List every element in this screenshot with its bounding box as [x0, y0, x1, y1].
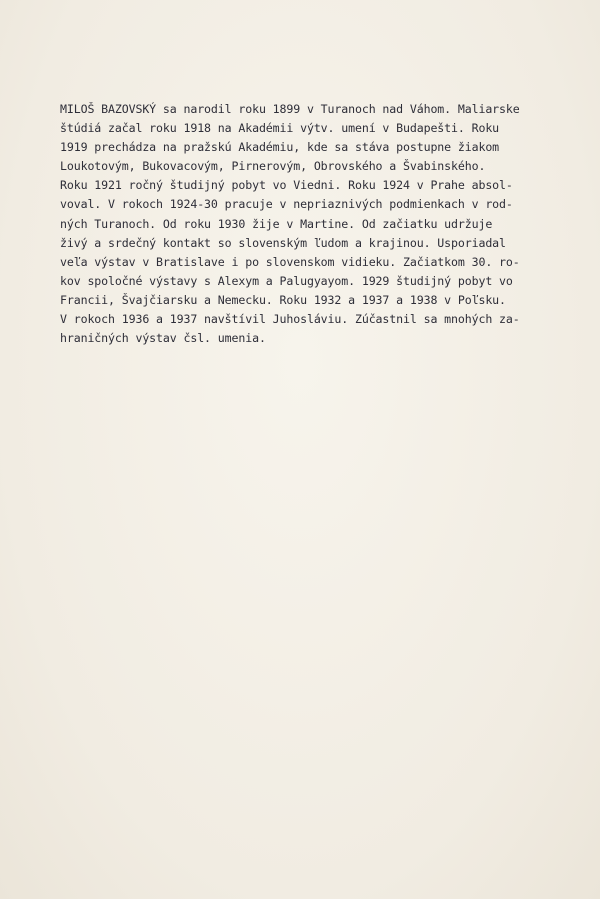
biography-text [60, 100, 600, 348]
text-line: ných Turanoch. Od roku 1930 žije v Martine. Od začiatku udržuje [60, 216, 493, 231]
text-line: Roku 1921 ročný študijný pobyt vo Viedni. Roku 1924 v Prahe absol- [60, 178, 513, 193]
text-line: kov spoločné výstavy s Alexym a Palugyayom. 1929 študijný pobyt vo [60, 273, 513, 288]
text-line: Francii, Švajčiarsku a Nemecku. Roku 1932 a 1937 a 1938 v Poľsku. [60, 292, 506, 307]
text-line: Loukotovým, Bukovacovým, Pirnerovým, Obrovského a Švabinského. [60, 159, 486, 174]
text-line: V rokoch 1936 a 1937 navštívil Juhosláviu. Zúčastnil sa mnohých za- [60, 312, 520, 327]
text-line: štúdiá začal roku 1918 na Akadémii výtv. umení v Budapešti. Roku [60, 121, 500, 136]
text-line: veľa výstav v Bratislave i po slovenskom vidieku. Začiatkom 30. ro- [60, 254, 520, 269]
text-line: hraničných výstav čsl. umenia. [60, 331, 266, 346]
text-line: voval. V rokoch 1924-30 pracuje v nepriaznivých podmienkach v rod- [60, 197, 513, 212]
text-line: 1919 prechádza na pražskú Akadémiu, kde sa stáva postupne žiakom [60, 140, 500, 155]
text-line: MILOŠ BAZOVSKÝ sa narodil roku 1899 v Turanoch nad Váhom. Maliarske [60, 102, 520, 116]
text-line: živý a srdečný kontakt so slovenským ľudom a krajinou. Usporiadal [60, 235, 506, 250]
